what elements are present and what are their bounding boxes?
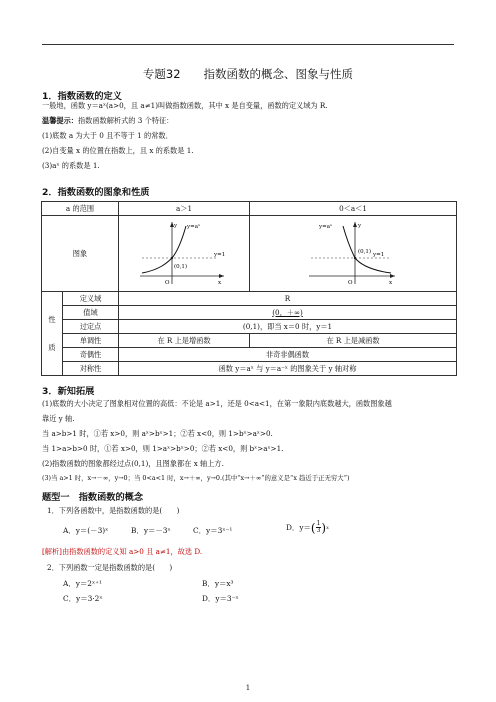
row-parity [42,348,457,362]
increasing-exponential-graph [134,218,234,288]
question-2-option-b: B．y＝x³ [202,579,234,588]
extension-line-1: (1)底数的大小决定了图象相对位置的高低：不论是 a>1，还是 0<a<1，在第一象限内底数越大，函数图象越 [42,399,392,408]
row-fixed-point [42,320,457,334]
extension-line-3: 当 a>b>1 时，①若 x>0，则 aˣ>bˣ>1；②若 x<0，则 1>bˣ>aˣ>0. [42,429,273,438]
row-monotonicity-increasing: 在 R 上是增函数 [119,334,250,348]
row-range-label: 值域 [63,306,119,320]
warm-tip-label: 温馨提示： [42,116,78,125]
question-2-stem: 2．下列函数一定是指数函数的是( ) [47,563,173,572]
question-1-stem: 1．下列各函数中，是指数函数的是( ) [47,506,180,515]
question-1-analysis: [解析]由指数函数的定义知 a>0 且 a≠1，故选 D. [42,547,203,556]
left-graph-curve-label: y=aˣ [187,223,201,230]
row-symmetry-label: 对称性 [63,362,119,376]
question-2-option-c: C．y＝3·2ˣ [63,594,103,603]
properties-side-label: 性 质 [42,292,63,376]
extension-line-6: (3)当 a>1 时，x→－∞，y→0；当 0<a<1 时，x→＋∞，y→0.(其中“x→＋∞”的意义是“x 趋近于正无穷大”) [42,474,350,482]
question-type-1-heading: 题型一 指数函数的概念 [42,492,144,503]
right-graph-curve-label: y=aˣ [319,223,333,230]
graph-increasing-cell [119,216,250,292]
row-monotonicity [42,334,457,348]
question-1-option-d: D．y＝ ( 1 3 ) x [286,520,329,535]
row-symmetry-value: 函数 y＝aˣ 与 y＝a⁻ˣ 的图象关于 y 轴对称 [119,362,457,376]
feature-item-3: (3)aˣ 的系数是 1. [42,161,100,170]
feature-item-2: (2)自变量 x 的位置在指数上，且 x 的系数是 1. [42,146,194,155]
extension-line-5: (2)指数函数的图象都经过点(0,1)，且图象都在 x 轴上方. [42,459,224,468]
fraction-one-third: 1 3 [316,520,321,534]
warm-tip-text: 指数函数解析式的 3 个特征： [77,116,174,125]
properties-table [41,201,457,376]
right-graph-point-label: (0,1) [358,248,372,255]
left-graph-x-label: x [218,279,222,286]
header-a-between-0-1: 0＜a＜1 [250,202,457,216]
left-graph-line-label: y=1 [214,251,226,258]
header-a-greater-1: a＞1 [119,202,250,216]
question-1-option-c: C．y＝3ˣ⁻¹ [193,526,233,535]
question-2-option-a: A．y＝2ˣ⁺¹ [63,579,102,588]
row-fixed-point-label: 过定点 [63,320,119,334]
right-graph-origin-label: O [348,279,353,286]
left-graph-origin-label: O [165,279,170,286]
table-header-row [42,202,457,216]
left-graph-y-label: y [174,222,178,229]
row-domain-label: 定义域 [63,292,119,306]
row-parity-label: 奇偶性 [63,348,119,362]
row-domain-value: R [119,292,457,306]
question-1-option-a: A．y＝(－3)ˣ [63,526,109,535]
row-monotonicity-label: 单调性 [63,334,119,348]
graph-row-label: 图象 [42,216,119,292]
decreasing-exponential-graph [303,218,403,288]
section-1-heading: 1．指数函数的定义 [42,91,122,102]
header-rule [42,44,454,45]
feature-item-1: (1)底数 a 为大于 0 且不等于 1 的常数． [42,131,173,140]
row-monotonicity-decreasing: 在 R 上是减函数 [250,334,457,348]
row-symmetry [42,362,457,376]
row-fixed-point-value: (0,1)，即当 x＝0 时，y＝1 [119,320,457,334]
row-range [42,306,457,320]
left-graph-point-label: (0,1) [174,263,188,270]
page-title: 专题32 指数函数的概念、图象与性质 [142,67,354,81]
definition-text: 一般地，函数 y＝aˣ(a>0，且 a≠1)叫做指数函数，其中 x 是自变量，函数的定义域为 R. [42,101,328,110]
extension-line-4: 当 1>a>b>0 时，①若 x>0，则 1>aˣ>bˣ>0；②若 x<0，则 bˣ>aˣ>1. [42,444,284,453]
row-domain [42,292,457,306]
graph-decreasing-cell [250,216,457,292]
right-graph-x-label: x [389,279,393,286]
row-parity-value: 非奇非偶函数 [119,348,457,362]
section-3-heading: 3．新知拓展 [42,386,95,397]
graph-row [42,216,457,292]
extension-line-2: 靠近 y 轴. [42,414,75,423]
question-2-option-d: D．y＝3⁻ˣ [202,594,239,603]
right-graph-y-label: y [358,222,362,229]
right-graph-line-label: y=1 [373,251,385,258]
section-2-heading: 2．指数函数的图象和性质 [42,187,150,198]
warm-tip [42,115,173,126]
row-range-value: (0，＋∞) [119,306,457,320]
question-1-option-b: B．y＝－3ˣ [131,526,171,535]
page-number: 1 [245,684,251,692]
header-a-range: a 的范围 [42,202,119,216]
